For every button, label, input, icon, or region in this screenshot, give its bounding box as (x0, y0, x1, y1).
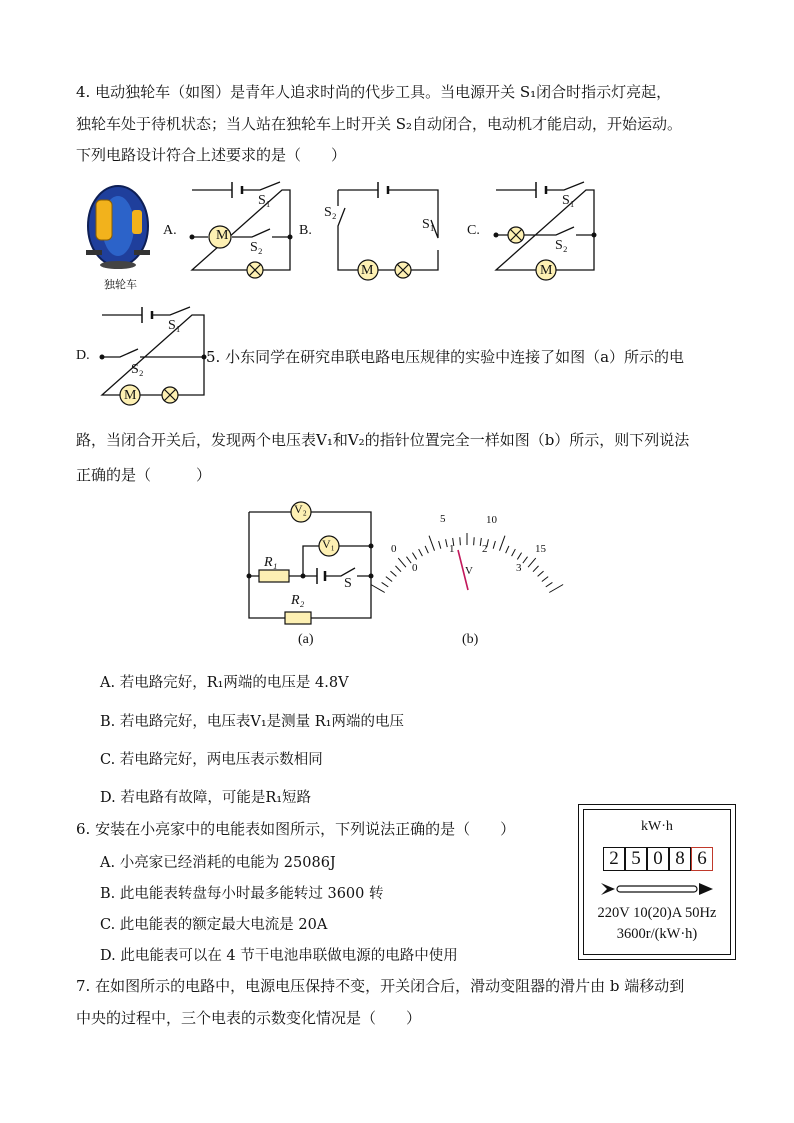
q5-option-d[interactable]: D. 若电路有故障，可能是R₁短路 (100, 790, 312, 806)
q6-option-b[interactable]: B. 此电能表转盘每小时最多能转过 3600 转 (100, 886, 384, 902)
dial-tick (533, 566, 539, 572)
meter-constant: 3600r/(kW·h) (616, 926, 698, 942)
dial-unit-v: V (465, 565, 473, 577)
option-b-label: B. (299, 223, 312, 238)
resistor-r1-label: R₁ (264, 555, 278, 570)
dial-tick (382, 582, 389, 586)
switch-s2-label-d: S₂ (131, 362, 144, 377)
option-a-label: A. (163, 223, 177, 238)
q4-stem-line1: 4. 电动独轮车（如图）是青年人追求时尚的代步工具。当电源开关 S₁闭合时指示灯亮起， (76, 83, 672, 101)
circuit-a (190, 180, 300, 280)
dial-tick (390, 571, 396, 576)
resistor-r2-label: R₂ (291, 593, 305, 608)
dial-tick (474, 537, 475, 545)
q5-option-b[interactable]: B. 若电路完好，电压表V₁是测量 R₁两端的电压 (100, 714, 404, 730)
motor-label-a: M (216, 228, 229, 243)
motor-label-b: M (361, 263, 374, 278)
dial-tick (542, 577, 548, 582)
motor-label-c: M (540, 263, 553, 278)
dial-tick (546, 582, 553, 586)
option-d-label: D. (76, 348, 90, 363)
dial-tick (538, 571, 544, 576)
switch-s2-label-a: S₂ (250, 240, 263, 255)
dial-tick (506, 546, 509, 553)
dial-tick (419, 549, 423, 556)
dial-tick (395, 566, 401, 572)
q4-stem-line2: 独轮车处于待机状态；当人站在独轮车上时开关 S₂自动闭合，电动机才能启动，开始运动。 (76, 115, 683, 133)
q6-stem: 6. 安装在小亮家中的电能表如图所示，下列说法正确的是（ ） (76, 820, 516, 838)
switch-s1-label-b: S₁ (422, 217, 435, 232)
voltmeter-v1-label: V₁ (322, 537, 335, 551)
scale-inner-0: 0 (412, 562, 418, 574)
motor-label-d: M (124, 388, 137, 403)
dial-tick (549, 585, 563, 593)
dial-tick (517, 553, 521, 560)
voltmeter-v2-label: V₂ (294, 502, 307, 516)
scale-outer-15: 15 (535, 543, 546, 555)
switch-s1-label-c: S₁ (562, 193, 575, 208)
dial-tick (512, 549, 516, 556)
dial-tick (386, 577, 392, 582)
dial-tick (446, 539, 448, 547)
scale-inner-2: 2 (482, 543, 488, 555)
unicycle-caption: 独轮车 (104, 278, 137, 291)
figure-a-caption: (a) (298, 632, 314, 647)
dial-tick (398, 558, 406, 567)
meter-digit-4: 8 (669, 847, 691, 871)
meter-digit-2: 5 (625, 847, 647, 871)
meter-unit: kW·h (641, 819, 673, 834)
q6-option-a[interactable]: A. 小亮家已经消耗的电能为 25086J (100, 855, 336, 871)
scale-outer-0: 0 (391, 543, 397, 555)
dial-tick (429, 536, 434, 551)
dial-tick (528, 558, 536, 567)
switch-s-label: S (344, 576, 352, 591)
scale-outer-10: 10 (486, 514, 497, 526)
figure-b-caption: (b) (462, 632, 479, 647)
scale-inner-3: 3 (516, 562, 522, 574)
q4-stem-line3: 下列电路设计符合上述要求的是（ ） (76, 146, 347, 164)
q6-option-d[interactable]: D. 此电能表可以在 4 节干电池串联做电源的电路中使用 (100, 948, 458, 964)
electric-meter (578, 804, 736, 960)
dial-tick (439, 541, 441, 549)
scale-outer-5: 5 (440, 513, 446, 525)
q5-option-c[interactable]: C. 若电路完好，两电压表示数相同 (100, 752, 323, 768)
dial-tick (406, 557, 411, 563)
unicycle-image (80, 180, 160, 276)
dial-tick (493, 541, 495, 549)
scale-inner-1: 1 (449, 543, 455, 555)
q7-stem-line1: 7. 在如图所示的电路中，电源电压保持不变，开关闭合后，滑动变阻器的滑片由 b 端移动到 (76, 977, 685, 995)
switch-s1-label-d: S₁ (168, 318, 181, 333)
q6-option-c[interactable]: C. 此电能表的额定最大电流是 20A (100, 917, 328, 933)
meter-arrow-icon (599, 881, 715, 897)
meter-digit-1: 2 (603, 847, 625, 871)
meter-digit-3: 0 (647, 847, 669, 871)
q5-stem-line1: 5. 小东同学在研究串联电路电压规律的实验中连接了如图（a）所示的电 (206, 348, 685, 366)
dial-tick (460, 537, 461, 545)
option-c-label: C. (467, 223, 480, 238)
q5-stem-line3: 正确的是（ ） (76, 466, 212, 484)
meter-digit-5-red: 6 (691, 847, 713, 871)
q5-stem-line2: 路，当闭合开关后，发现两个电压表V₁和V₂的指针位置完全一样如图（b）所示，则下列说法 (76, 431, 690, 449)
switch-s1-label-a: S₁ (258, 193, 271, 208)
q5-option-a[interactable]: A. 若电路完好，R₁两端的电压是 4.8V (100, 675, 349, 691)
q7-stem-line2: 中央的过程中，三个电表的示数变化情况是（ ） (76, 1009, 422, 1027)
dial-tick (523, 557, 528, 563)
switch-s2-label-b: S₂ (324, 205, 337, 220)
dial-tick (412, 553, 416, 560)
circuit-d (100, 305, 210, 405)
switch-s2-label-c: S₂ (555, 238, 568, 253)
dial-tick (425, 546, 428, 553)
dial-tick (499, 536, 504, 551)
meter-rating: 220V 10(20)A 50Hz (597, 905, 717, 921)
